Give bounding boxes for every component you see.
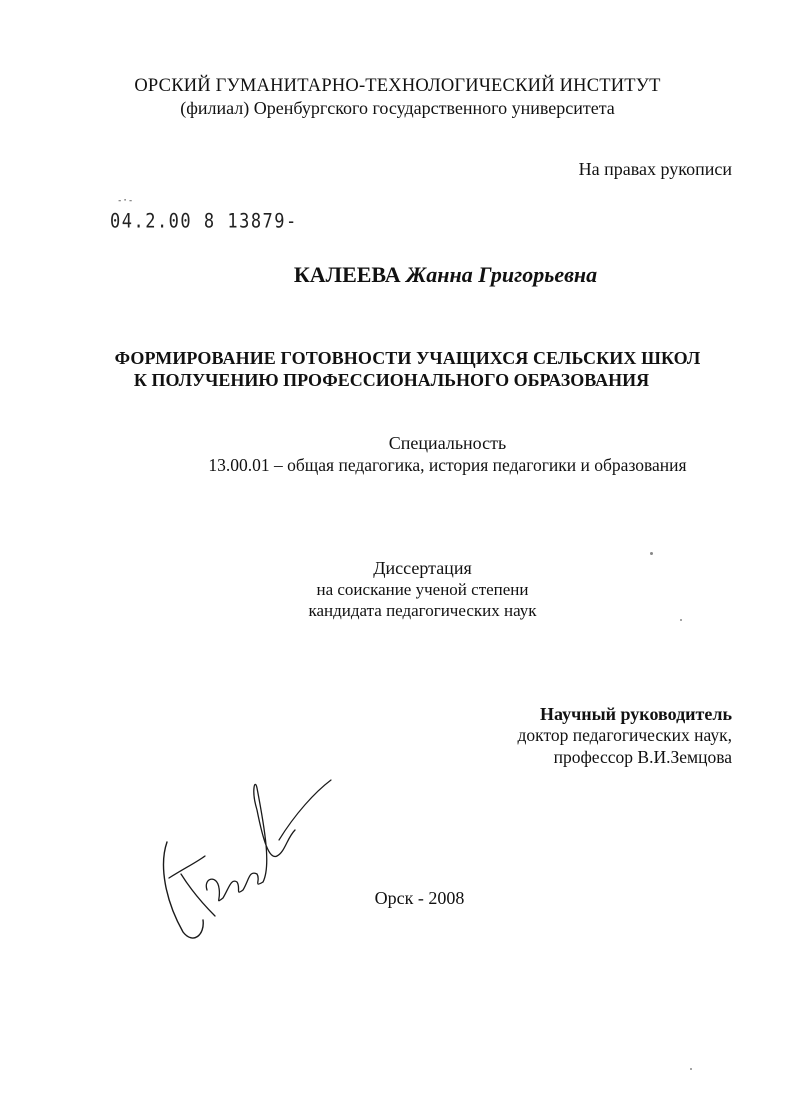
dissertation-purpose: на соискание ученой степени <box>316 580 529 599</box>
institute-affiliation: (филиал) Оренбургского государственного университета <box>180 98 615 118</box>
thesis-title-line-2: К ПОЛУЧЕНИЮ ПРОФЕССИОНАЛЬНОГО ОБРАЗОВАНИЯ <box>133 370 650 390</box>
supervisor-label: Научный руководитель <box>540 704 732 724</box>
dissertation-degree: кандидата педагогических наук <box>308 601 537 620</box>
scan-speck <box>690 1068 692 1070</box>
dissertation-type: Диссертация <box>373 558 472 578</box>
specialty-value: 13.00.01 – общая педагогика, история педагогики и образования <box>208 455 687 475</box>
author-name <box>48 262 795 288</box>
author-given-names: Жанна Григорьевна <box>406 262 598 287</box>
manuscript-rights-note: На правах рукописи <box>578 159 732 179</box>
thesis-title-line-1: ФОРМИРОВАНИЕ ГОТОВНОСТИ УЧАЩИХСЯ СЕЛЬСКИХ ШКОЛ <box>114 348 701 368</box>
author-surname: КАЛЕЕВА <box>293 262 401 287</box>
specialty-label: Специальность <box>388 433 507 453</box>
stamp-mark: -·- <box>117 196 134 206</box>
scan-speck <box>680 619 682 621</box>
supervisor-name: профессор В.И.Земцова <box>553 747 732 767</box>
institute-name: ОРСКИЙ ГУМАНИТАРНО-ТЕХНОЛОГИЧЕСКИЙ ИНСТИТУТ <box>134 76 661 96</box>
supervisor-degree: доктор педагогических наук, <box>517 725 732 745</box>
handwritten-signature <box>145 770 345 945</box>
registration-stamp: 04.2.00 8 13879- <box>110 210 298 233</box>
scan-speck <box>650 552 653 555</box>
place-and-year: Орск - 2008 <box>374 888 465 908</box>
